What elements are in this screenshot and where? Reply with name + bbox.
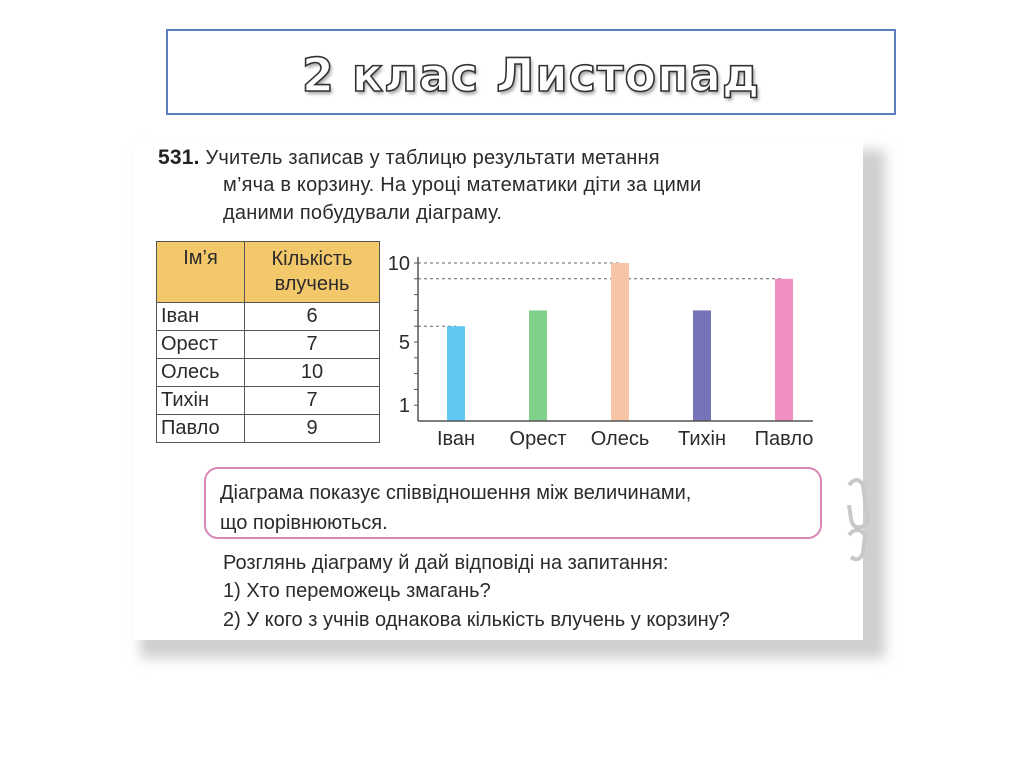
table-row (157, 387, 380, 415)
header-count-line-1: Кількість (271, 248, 353, 270)
slide-title: 2 клас Листопад (301, 48, 761, 102)
x-tick-label: Олесь (590, 428, 650, 450)
row-value: 6 (245, 303, 380, 331)
data-table (156, 241, 380, 443)
task-line-1 (158, 146, 660, 170)
row-name: Іван (157, 303, 245, 331)
question-2: 2) У кого з учнів однакова кількість влучень у корзину? (223, 609, 730, 631)
textbook-page (133, 140, 863, 640)
slide-title-box (166, 29, 896, 115)
task-number: 531. (158, 146, 200, 169)
y-tick-label: 5 (398, 332, 410, 354)
x-tick-label: Павло (754, 428, 814, 450)
chart-bar (693, 310, 711, 421)
x-tick-label: Орест (509, 428, 567, 450)
header-count (245, 242, 380, 303)
row-value: 10 (245, 359, 380, 387)
row-value: 7 (245, 331, 380, 359)
task-line-3: даними побудували діаграму. (223, 202, 503, 224)
x-tick-label: Іван (436, 428, 476, 450)
question-1: 1) Хто переможець змагань? (223, 580, 491, 602)
questions-intro: Розглянь діаграму й дай відповіді на запитання: (223, 552, 669, 574)
header-count-line-2: влучень (274, 273, 350, 295)
chart-bar (447, 326, 465, 421)
y-tick-label: 10 (387, 253, 410, 275)
table-header-row (157, 242, 380, 303)
note-line-1: Діаграма показує співвідношення між величинами, (220, 482, 692, 504)
row-value: 9 (245, 415, 380, 443)
y-tick-label: 1 (398, 395, 410, 418)
note-box (204, 467, 822, 539)
chart-bar (611, 263, 629, 421)
bar-chart (373, 235, 843, 455)
row-value: 7 (245, 387, 380, 415)
table-row (157, 303, 380, 331)
row-name: Павло (157, 415, 245, 443)
chart-bar (529, 310, 547, 421)
table-row (157, 331, 380, 359)
chart-bar (775, 279, 793, 421)
task-text-1: Учитель записав у таблицю результати метання (205, 147, 660, 169)
note-line-2: що порівнюються. (220, 512, 388, 534)
row-name: Орест (157, 331, 245, 359)
row-name: Тихін (157, 387, 245, 415)
x-tick-label: Тихін (678, 428, 726, 450)
paperclip-icon (843, 475, 873, 565)
header-name: Ім’я (157, 242, 245, 303)
row-name: Олесь (157, 359, 245, 387)
task-line-2: м’яча в корзину. На уроці математики діти за цими (223, 174, 702, 196)
table-row (157, 415, 380, 443)
table-row (157, 359, 380, 387)
